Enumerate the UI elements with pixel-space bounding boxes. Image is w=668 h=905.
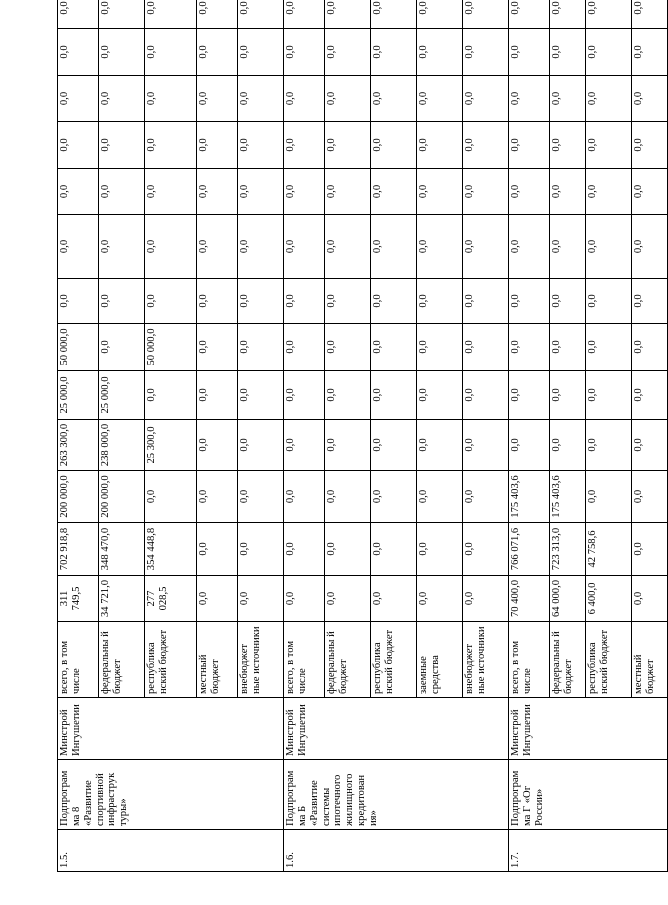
funding-source: внебюджет ные источники: [238, 622, 284, 698]
amount-cell: 50 000,0: [58, 324, 99, 371]
amount-cell: 0,0: [586, 324, 632, 371]
item-number: 1.6.: [284, 830, 509, 872]
amount-cell: 0,0: [325, 523, 371, 576]
funding-source: внебюджет ные источники: [463, 622, 509, 698]
amount-cell: 0,0: [145, 0, 197, 29]
executor: Минстрой Ингушетии: [509, 698, 668, 760]
amount-cell: 0,0: [197, 471, 238, 523]
amount-cell: 200 000,0: [58, 471, 99, 523]
amount-cell: 0,0: [325, 324, 371, 371]
amount-cell: 0,0: [632, 420, 668, 471]
funding-source: местный бюджет: [632, 622, 668, 698]
amount-cell: 200 000,0: [99, 471, 145, 523]
amount-cell: 0,0: [284, 0, 325, 29]
amount-cell: 0,0: [463, 324, 509, 371]
amount-cell: 0,0: [58, 0, 99, 29]
amount-cell: 0,0: [284, 371, 325, 420]
amount-cell: 0,0: [58, 279, 99, 324]
amount-cell: 766 071,6: [509, 523, 550, 576]
amount-cell: 0,0: [238, 324, 284, 371]
amount-cell: 6 400,0: [586, 576, 632, 622]
amount-cell: 0,0: [58, 169, 99, 215]
budget-table: [57, 0, 668, 872]
funding-source: федеральны й бюджет: [550, 622, 586, 698]
funding-source: местный бюджет: [197, 622, 238, 698]
amount-cell: 0,0: [325, 29, 371, 76]
amount-cell: 0,0: [238, 29, 284, 76]
amount-cell: 0,0: [632, 471, 668, 523]
amount-cell: 0,0: [99, 215, 145, 279]
amount-cell: 354 448,8: [145, 523, 197, 576]
amount-cell: 0,0: [463, 215, 509, 279]
amount-cell: 0,0: [371, 523, 417, 576]
amount-cell: 702 918,8: [58, 523, 99, 576]
amount-cell: 0,0: [197, 122, 238, 169]
amount-cell: 0,0: [586, 76, 632, 122]
rotated-page: [57, 1, 656, 872]
amount-cell: 0,0: [145, 215, 197, 279]
funding-source: республика нский бюджет: [586, 622, 632, 698]
amount-cell: 0,0: [509, 215, 550, 279]
amount-cell: 0,0: [632, 523, 668, 576]
amount-cell: 0,0: [99, 279, 145, 324]
amount-cell: 0,0: [371, 371, 417, 420]
amount-cell: 0,0: [238, 215, 284, 279]
amount-cell: 0,0: [417, 215, 463, 279]
amount-cell: 0,0: [371, 169, 417, 215]
amount-cell: 0,0: [417, 29, 463, 76]
amount-cell: 0,0: [463, 371, 509, 420]
executor: Минстрой Ингушетии: [58, 698, 284, 760]
amount-cell: 0,0: [145, 279, 197, 324]
amount-cell: 50 000,0: [145, 324, 197, 371]
amount-cell: 70 400,0: [509, 576, 550, 622]
amount-cell: 0,0: [99, 29, 145, 76]
amount-cell: 0,0: [509, 324, 550, 371]
funding-source: федеральны й бюджет: [99, 622, 145, 698]
amount-cell: 0,0: [197, 576, 238, 622]
funding-source: республика нский бюджет: [145, 622, 197, 698]
amount-cell: 0,0: [586, 29, 632, 76]
amount-cell: 0,0: [463, 576, 509, 622]
amount-cell: 0,0: [417, 122, 463, 169]
amount-cell: 0,0: [197, 420, 238, 471]
amount-cell: 0,0: [99, 76, 145, 122]
amount-cell: 0,0: [550, 122, 586, 169]
amount-cell: 0,0: [99, 169, 145, 215]
amount-cell: 0,0: [463, 420, 509, 471]
amount-cell: 0,0: [145, 471, 197, 523]
amount-cell: 0,0: [325, 0, 371, 29]
table-body: [58, 0, 668, 872]
subprogram-name: Подпрограм ма Г «Ог России»: [509, 760, 668, 830]
amount-cell: 0,0: [197, 29, 238, 76]
amount-cell: 0,0: [632, 576, 668, 622]
amount-cell: 0,0: [463, 523, 509, 576]
subprogram-name: Подпрограм ма Б «Развитие системы ипотечного жилищного кредитован ия»: [284, 760, 509, 830]
amount-cell: 0,0: [550, 76, 586, 122]
amount-cell: 0,0: [417, 324, 463, 371]
amount-cell: 0,0: [145, 76, 197, 122]
amount-cell: 175 403,6: [550, 471, 586, 523]
amount-cell: 0,0: [325, 371, 371, 420]
funding-source: республика нский бюджет: [371, 622, 417, 698]
amount-cell: 0,0: [197, 324, 238, 371]
amount-cell: 0,0: [463, 0, 509, 29]
amount-cell: 0,0: [417, 76, 463, 122]
amount-cell: 0,0: [550, 324, 586, 371]
amount-cell: 0,0: [550, 215, 586, 279]
amount-cell: 0,0: [99, 122, 145, 169]
amount-cell: 0,0: [197, 76, 238, 122]
amount-cell: 0,0: [238, 420, 284, 471]
amount-cell: 0,0: [509, 29, 550, 76]
amount-cell: 0,0: [58, 29, 99, 76]
amount-cell: 42 758,6: [586, 523, 632, 576]
amount-cell: 0,0: [325, 76, 371, 122]
amount-cell: 0,0: [509, 122, 550, 169]
amount-cell: 0,0: [463, 122, 509, 169]
amount-cell: 0,0: [284, 324, 325, 371]
amount-cell: 0,0: [325, 279, 371, 324]
table-row: [509, 0, 550, 872]
amount-cell: 0,0: [238, 523, 284, 576]
amount-cell: 0,0: [632, 371, 668, 420]
table-row: [284, 0, 325, 872]
amount-cell: 0,0: [586, 169, 632, 215]
amount-cell: 0,0: [417, 420, 463, 471]
amount-cell: 0,0: [197, 215, 238, 279]
amount-cell: 238 000,0: [99, 420, 145, 471]
amount-cell: 0,0: [371, 215, 417, 279]
amount-cell: 0,0: [284, 29, 325, 76]
amount-cell: 0,0: [417, 523, 463, 576]
amount-cell: 0,0: [284, 169, 325, 215]
amount-cell: 0,0: [58, 122, 99, 169]
amount-cell: 0,0: [632, 215, 668, 279]
amount-cell: 0,0: [238, 0, 284, 29]
amount-cell: 0,0: [197, 371, 238, 420]
amount-cell: 311 749,5: [58, 576, 99, 622]
amount-cell: 0,0: [586, 215, 632, 279]
amount-cell: 0,0: [197, 523, 238, 576]
amount-cell: 0,0: [550, 420, 586, 471]
amount-cell: 0,0: [325, 169, 371, 215]
amount-cell: 0,0: [197, 279, 238, 324]
amount-cell: 0,0: [284, 576, 325, 622]
amount-cell: 0,0: [586, 420, 632, 471]
amount-cell: 0,0: [238, 122, 284, 169]
amount-cell: 0,0: [463, 471, 509, 523]
subprogram-name: Подпрограм ма 8 «Развитие спортивной инфраструк туры»: [58, 760, 284, 830]
amount-cell: 0,0: [371, 76, 417, 122]
amount-cell: 0,0: [238, 76, 284, 122]
amount-cell: 34 721,0: [99, 576, 145, 622]
funding-source: всего, в том числе: [509, 622, 550, 698]
amount-cell: 0,0: [99, 324, 145, 371]
amount-cell: 0,0: [417, 576, 463, 622]
amount-cell: 0,0: [632, 169, 668, 215]
amount-cell: 0,0: [284, 420, 325, 471]
amount-cell: 723 313,0: [550, 523, 586, 576]
amount-cell: 0,0: [371, 324, 417, 371]
item-number: 1.5.: [58, 830, 284, 872]
amount-cell: 263 300,0: [58, 420, 99, 471]
amount-cell: 0,0: [586, 122, 632, 169]
amount-cell: 0,0: [371, 29, 417, 76]
amount-cell: 0,0: [632, 76, 668, 122]
amount-cell: 0,0: [509, 420, 550, 471]
amount-cell: 0,0: [325, 420, 371, 471]
amount-cell: 0,0: [417, 471, 463, 523]
amount-cell: 0,0: [284, 215, 325, 279]
amount-cell: 0,0: [238, 169, 284, 215]
amount-cell: 0,0: [550, 169, 586, 215]
amount-cell: 277 028,5: [145, 576, 197, 622]
funding-source: всего, в том числе: [284, 622, 325, 698]
amount-cell: 25 000,0: [99, 371, 145, 420]
amount-cell: 0,0: [586, 371, 632, 420]
amount-cell: 0,0: [284, 471, 325, 523]
amount-cell: 0,0: [284, 279, 325, 324]
amount-cell: 0,0: [550, 0, 586, 29]
amount-cell: 0,0: [58, 215, 99, 279]
amount-cell: 64 000,0: [550, 576, 586, 622]
amount-cell: 0,0: [238, 471, 284, 523]
amount-cell: 0,0: [586, 471, 632, 523]
funding-source: всего, в том числе: [58, 622, 99, 698]
amount-cell: 0,0: [325, 122, 371, 169]
amount-cell: 0,0: [509, 0, 550, 29]
amount-cell: 0,0: [197, 0, 238, 29]
amount-cell: 0,0: [325, 471, 371, 523]
amount-cell: 0,0: [58, 76, 99, 122]
amount-cell: 0,0: [586, 279, 632, 324]
amount-cell: 0,0: [325, 215, 371, 279]
amount-cell: 0,0: [197, 169, 238, 215]
amount-cell: 0,0: [145, 29, 197, 76]
amount-cell: 0,0: [632, 279, 668, 324]
amount-cell: 0,0: [371, 0, 417, 29]
amount-cell: 0,0: [463, 29, 509, 76]
amount-cell: 348 470,0: [99, 523, 145, 576]
amount-cell: 0,0: [586, 0, 632, 29]
amount-cell: 0,0: [371, 420, 417, 471]
amount-cell: 0,0: [371, 279, 417, 324]
amount-cell: 0,0: [509, 169, 550, 215]
amount-cell: 0,0: [238, 371, 284, 420]
amount-cell: 0,0: [550, 279, 586, 324]
amount-cell: 0,0: [417, 169, 463, 215]
table-row: [58, 0, 99, 872]
amount-cell: 0,0: [463, 169, 509, 215]
amount-cell: 0,0: [145, 371, 197, 420]
amount-cell: 0,0: [632, 122, 668, 169]
amount-cell: 0,0: [238, 279, 284, 324]
amount-cell: 0,0: [371, 122, 417, 169]
amount-cell: 0,0: [371, 576, 417, 622]
amount-cell: 0,0: [463, 279, 509, 324]
amount-cell: 0,0: [145, 122, 197, 169]
amount-cell: 25 000,0: [58, 371, 99, 420]
amount-cell: 0,0: [550, 371, 586, 420]
amount-cell: 0,0: [632, 29, 668, 76]
executor: Минстрой Ингушетии: [284, 698, 509, 760]
funding-source: федеральны й бюджет: [325, 622, 371, 698]
amount-cell: 0,0: [325, 576, 371, 622]
funding-source: заемные средства: [417, 622, 463, 698]
amount-cell: 0,0: [238, 576, 284, 622]
amount-cell: 0,0: [99, 0, 145, 29]
amount-cell: 0,0: [417, 371, 463, 420]
amount-cell: 0,0: [509, 371, 550, 420]
item-number: 1.7.: [509, 830, 668, 872]
amount-cell: 0,0: [417, 0, 463, 29]
amount-cell: 0,0: [284, 523, 325, 576]
amount-cell: 0,0: [284, 76, 325, 122]
amount-cell: 0,0: [284, 122, 325, 169]
amount-cell: 0,0: [509, 76, 550, 122]
amount-cell: 0,0: [632, 324, 668, 371]
amount-cell: 0,0: [463, 76, 509, 122]
amount-cell: 0,0: [632, 0, 668, 29]
amount-cell: 175 403,6: [509, 471, 550, 523]
amount-cell: 0,0: [145, 169, 197, 215]
amount-cell: 25 300,0: [145, 420, 197, 471]
amount-cell: 0,0: [550, 29, 586, 76]
amount-cell: 0,0: [509, 279, 550, 324]
amount-cell: 0,0: [417, 279, 463, 324]
amount-cell: 0,0: [371, 471, 417, 523]
